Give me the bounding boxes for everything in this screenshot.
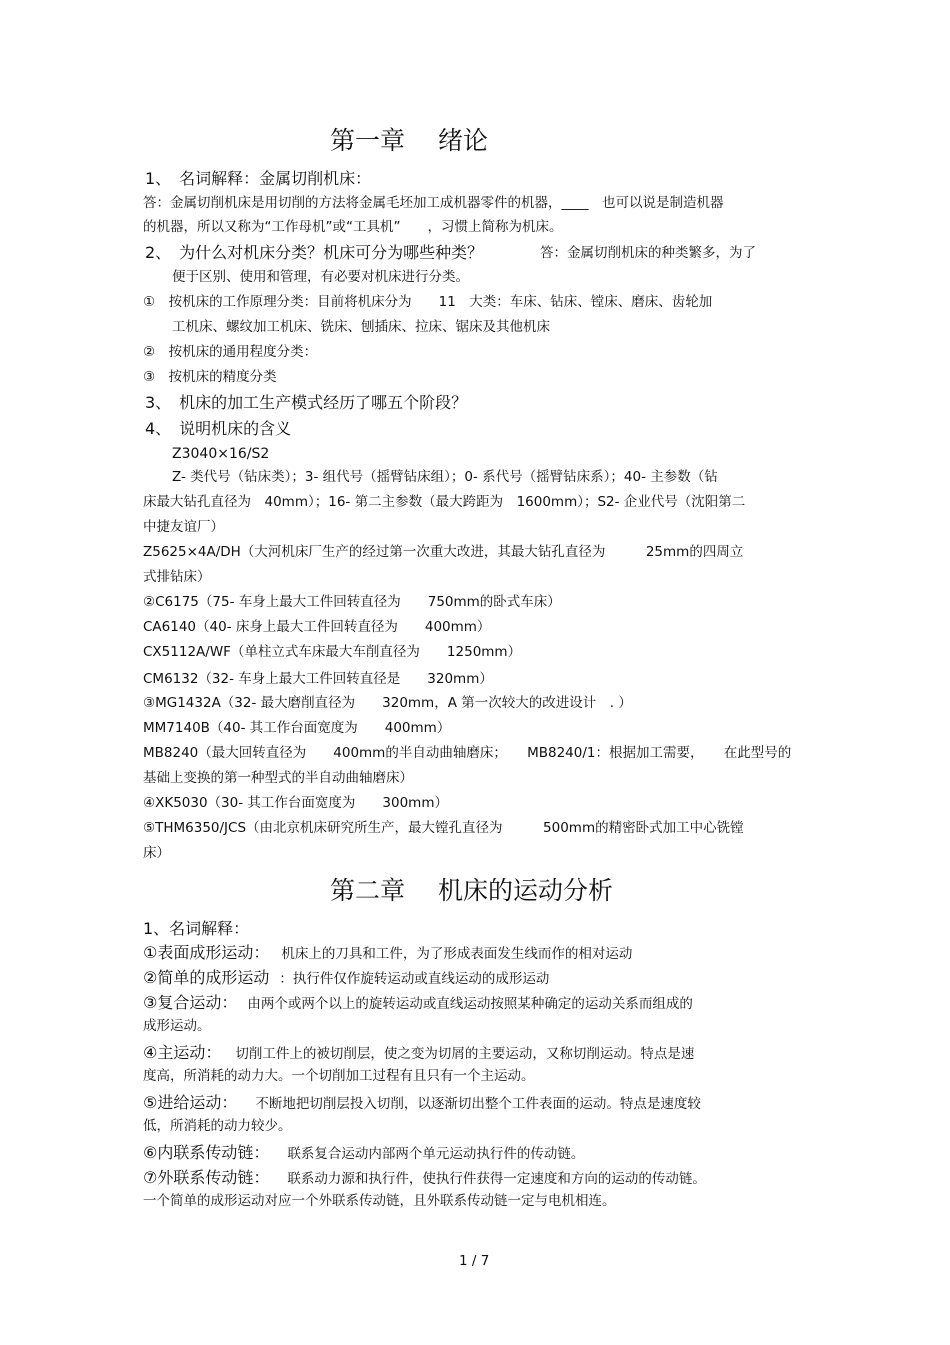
term-definition: 联系动力源和执行件，使执行件获得一定速度和方向的运动的传动链。 [287, 1171, 706, 1187]
term-label: ⑤进给运动： [143, 1093, 238, 1112]
term-compound-motion [143, 995, 693, 1012]
term-definition: 机床上的刀具和工件，为了形成表面发生线而作的相对运动 [281, 946, 633, 962]
term-feed-motion-line2: 低，所消耗的动力较少。 [143, 1118, 292, 1134]
answer-2-line2: 便于区别、使用和管理，有必要对机床进行分类。 [172, 269, 469, 285]
term-definition: 不断地把切削层投入切削，以逐渐切出整个工件表面的运动。特点是速度较 [255, 1096, 701, 1112]
classification-3: ③ 按机床的精度分类 [143, 369, 277, 385]
model-z3040-desc-line2: 床最大钻孔直径为 40mm）；16- 第二主参数（最大跨距为 1600mm）；S2- 企业代号（沈阳第二 [143, 494, 746, 510]
model-z3040-desc-line1: Z- 类代号（钻床类）；3- 组代号（摇臂钻床组）；0- 系代号（摇臂钻床系）；40- 主参数（钻 [172, 469, 718, 485]
model-mm7140b: MM7140B（40- 其工作台面宽度为 400mm） [143, 720, 451, 736]
model-cx5112: CX5112A/WF（单柱立式车床最大车削直径为 1250mm） [143, 644, 522, 660]
term-label: ⑦外联系传动链： [143, 1168, 270, 1187]
model-mg1432a: ③MG1432A（32- 最大磨削直径为 320mm，A 第一次较大的改进设计 . ） [143, 695, 632, 711]
term-feed-motion [143, 1095, 701, 1112]
term-label: ③复合运动： [143, 993, 238, 1012]
model-z3040: Z3040×16/S2 [172, 446, 270, 462]
model-xk5030: ④XK5030（30- 其工作台面宽度为 300mm） [143, 795, 448, 811]
model-cm6132: CM6132（32- 车身上最大工件回转直径是 320mm） [143, 671, 493, 687]
term-external-transmission-chain [143, 1170, 706, 1187]
answer-2-inline: 答：金属切削机床的种类繁多，为了 [540, 245, 756, 261]
model-thm6350-line1: ⑤THM6350/JCS（由北京机床研究所生产，最大镗孔直径为 500mm的精密卧式加工中心铣镗 [143, 820, 744, 836]
page-number: 1 / 7 [459, 1253, 490, 1269]
term-compound-motion-line2: 成形运动。 [143, 1018, 211, 1034]
term-definition: 切削工件上的被切削层，使之变为切屑的主要运动，又称切削运动。特点是速 [235, 1046, 695, 1062]
term-definition: ：执行件仅作旋转运动或直线运动的成形运动 [279, 971, 550, 987]
term-label: ②简单的成形运动 [143, 968, 270, 987]
question-3: 3、 机床的加工生产模式经历了哪五个阶段？ [145, 393, 468, 412]
term-definition: 由两个或两个以上的旋转运动或直线运动按照某种确定的运动关系而组成的 [247, 996, 693, 1012]
classification-2: ② 按机床的通用程度分类： [143, 344, 318, 360]
answer-1-line2: 的机器，所以又称为“工作母机”或“工具机” ，习惯上简称为机床。 [143, 219, 563, 235]
chapter2-question-1: 1、名词解释： [143, 919, 250, 938]
term-definition: 联系复合运动内部两个单元运动执行件的传动链。 [287, 1146, 585, 1162]
chapter2-title: 第二章 机床的运动分析 [330, 876, 613, 905]
term-external-transmission-chain-line2: 一个简单的成形运动对应一个外联系传动链，且外联系传动链一定与电机相连。 [143, 1193, 616, 1209]
question-1: 1、 名词解释：金属切削机床： [145, 169, 372, 188]
model-z5625-line1: Z5625×4A/DH（大河机床厂生产的经过第一次重大改进，其最大钻孔直径为 25mm的四周立 [143, 544, 744, 560]
model-mb8240-line1: MB8240（最大回转直径为 400mm的半自动曲轴磨床； MB8240/1：根据加工需要， 在此型号的 [143, 745, 792, 761]
answer-1-line1: 答：金属切削机床是用切削的方法将金属毛坯加工成机器零件的机器，____ 也可以说是制造机器 [143, 195, 724, 211]
model-ca6140: CA6140（40- 床身上最大工件回转直径为 400mm） [143, 619, 491, 635]
model-c6175: ②C6175（75- 车身上最大工件回转直径为 750mm的卧式车床） [143, 594, 561, 610]
question-4: 4、 说明机床的含义 [145, 419, 292, 438]
term-label: ⑥内联系传动链： [143, 1143, 270, 1162]
model-z5625-line2: 式排钻床） [143, 569, 211, 585]
term-simple-forming-motion [143, 970, 549, 987]
model-z3040-desc-line3: 中捷友谊厂） [143, 519, 224, 535]
chapter1-title: 第一章 绪论 [330, 126, 488, 155]
question-2: 2、 为什么对机床分类？机床可分为哪些种类？ [145, 243, 484, 262]
term-main-motion-line2: 度高，所消耗的动力大。一个切削加工过程有且只有一个主运动。 [143, 1068, 535, 1084]
classification-1-line2: 工机床、螺纹加工机床、铣床、刨插床、拉床、锯床及其他机床 [172, 319, 550, 335]
model-mb8240-line2: 基础上变换的第一种型式的半自动曲轴磨床） [143, 770, 413, 786]
term-label: ④主运动： [143, 1043, 222, 1062]
classification-1-line1: ① 按机床的工作原理分类：目前将机床分为 11 大类：车床、钻床、镗床、磨床、齿轮加 [143, 294, 713, 310]
term-surface-forming-motion [143, 945, 632, 962]
model-thm6350-line2: 床） [143, 845, 170, 861]
term-main-motion [143, 1045, 694, 1062]
term-internal-transmission-chain [143, 1145, 584, 1162]
term-label: ①表面成形运动： [143, 943, 270, 962]
